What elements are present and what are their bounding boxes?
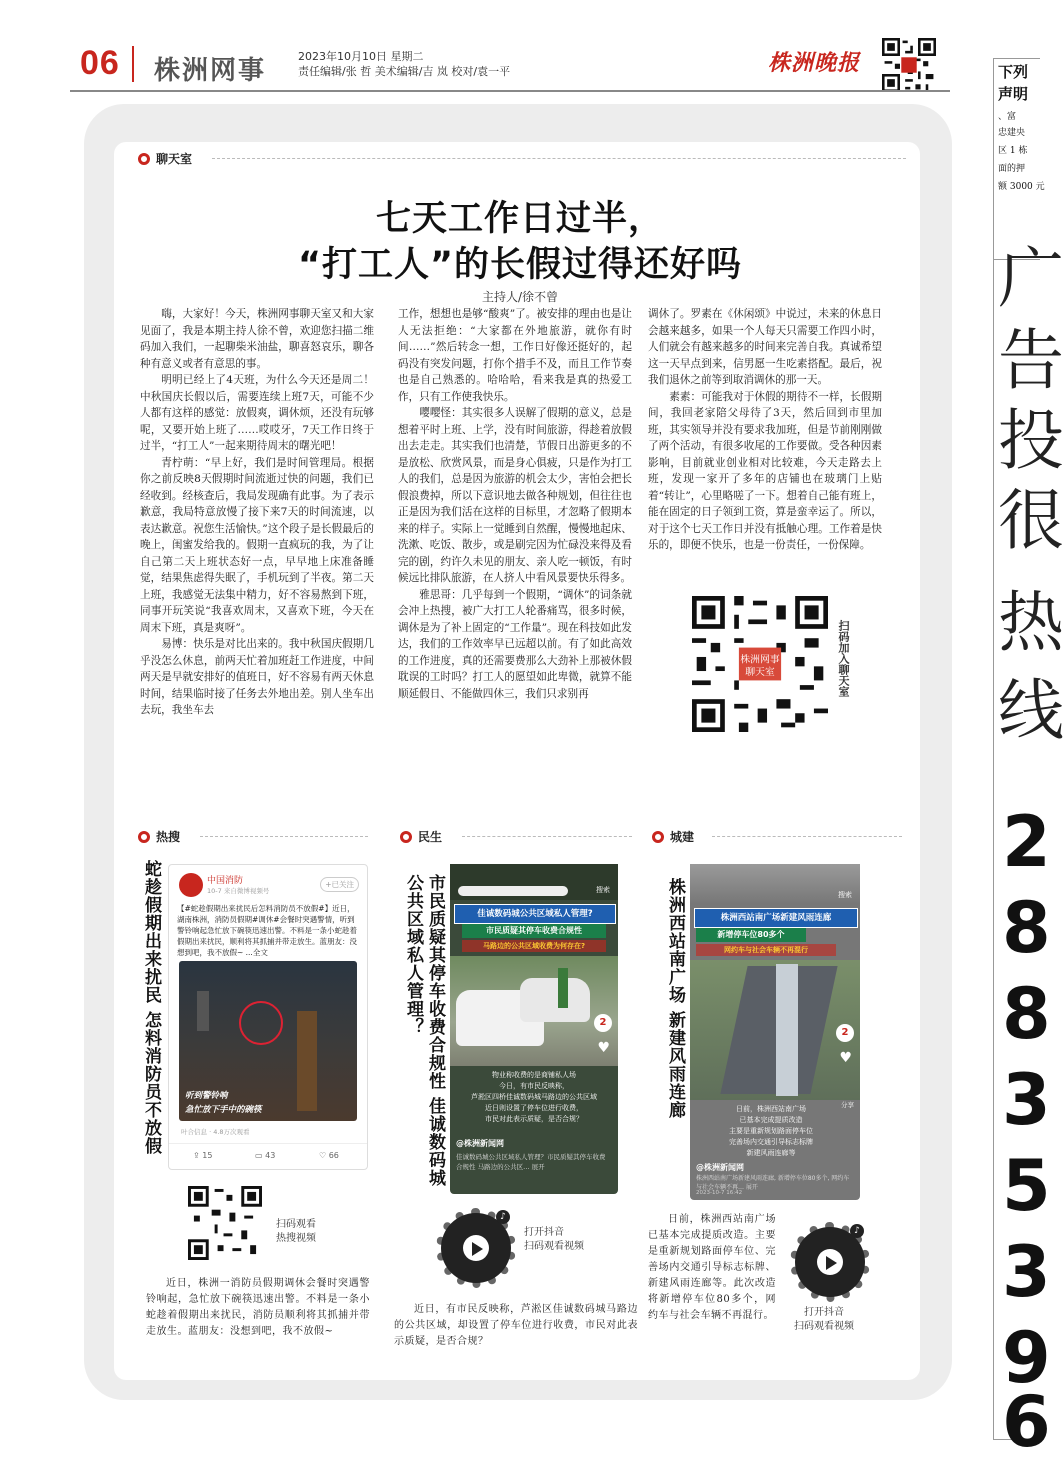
city-qr-label-1: 打开抖音 <box>804 1307 844 1318</box>
banner-1: 株洲西站南广场新建风雨连廊 <box>694 908 858 928</box>
video-description: 株洲西站南广场新建风雨连廊, 新增停车位80多个, 网约车与社会车辆不再… 展开 <box>696 1175 850 1191</box>
city-tag <box>652 828 694 845</box>
paragraph: 嗨，大家好！今天，株洲网事聊天室又和大家见面了，我是本期主持人徐不曾，欢迎您扫描二维码加入我们，一起聊柴米油盐，聊喜怒哀乐，聊各种有意义或者有意思的事。 <box>140 308 374 370</box>
rank-badge: 2 <box>594 1014 612 1032</box>
livelihood-qr-label <box>524 1226 584 1254</box>
livelihood-tag <box>400 828 442 845</box>
like-count-value: 66 <box>328 1151 339 1160</box>
chat-qr-label: 扫码加入聊天室 <box>837 620 850 697</box>
paragraph: 易博：快乐是对比出来的。我中秋国庆假期几乎没怎么休息，前两天忙着加班赶工作进度，中间两天是早就安排好的值班日，好不容易有两天休息时间，结果临时接了任务去外地出差。别人坐车出去玩，我坐车去 <box>140 638 374 716</box>
strip-line-1: 下列 <box>998 63 1029 81</box>
page-number: 06 <box>80 44 120 82</box>
chat-room-qr-code[interactable] <box>692 596 828 732</box>
strip-small-1: 、富 <box>998 112 1017 122</box>
strip-small-3: 区 1 栋 <box>998 146 1028 156</box>
paragraph: 青柠萌：“早上好，我们是时间管理局。根据你之前反映8天假期时间流逝过快的问题，我们已经收到。经核查后，我局发现确有此事。为了表示歉意，我局特意放慢了接下来7天的时间流速，以表达歉意。祝您生活愉快。”这个段子是长假最后的晚上，闺蜜发给我的。假期一直疯玩的我，为了让自己第二天上班状态好一点，早早地上床准备睡觉，结果焦虑得失眠了，手机玩到了半夜。第二天上班，我感觉无法集中精力，好不容易熬到下班，同事开玩笑说“我喜欢周末，又喜欢下班，今天在周末下班，真是爽呀”。 <box>140 456 374 634</box>
aerial-scene <box>690 960 860 1100</box>
livelihood-qr-label-1: 打开抖音 <box>524 1227 564 1238</box>
city-headline: 株洲西站南广场 新建风雨连廊 <box>665 878 685 1119</box>
overlay-line: 市民对此表示质疑，是否合规？ <box>485 1115 583 1123</box>
douyin-icon: ♪ <box>496 1210 510 1224</box>
highlight-circle <box>239 1001 283 1045</box>
overlay-line: 芦淞区四桥佳诚数码城马路边的公共区域 <box>471 1093 597 1101</box>
video-description: 佳诚数码城公共区域私人管理？市民质疑其停车收费合规性 马路边的公共区… 展开 <box>456 1153 606 1171</box>
header-meta <box>298 49 510 79</box>
editors-credit: 责任编辑/张 哲 美术编辑/吉 岚 校对/袁一平 <box>298 65 511 78</box>
play-icon <box>472 1242 483 1256</box>
livelihood-qr-label-2: 扫码观看视频 <box>524 1241 584 1252</box>
banner-2: 新增停车位80多个 <box>696 928 806 942</box>
qr-center-line-1: 株洲网事 <box>740 654 780 666</box>
hot-caption: 近日，株洲一消防员假期调休会餐时突遇警铃响起，急忙放下碗筷迅速出警。不料是一条小蛇趁着假期出来扰民，消防员顺利将其抓捕并带走放生。蓝朋友：没想到吧，我不放假~ <box>146 1278 370 1337</box>
paragraph: 雅思哥：几乎每到一个假期，“调休”的词条就会冲上热搜，被广大打工人轮番痛骂，很多时候，调休是为了补上固定的“工作量”。现在科技如此发达，我们的工作效率早已远超以前。有了如此高效的工作进度，真的还需要费那么大劲补上那被休假耽误的工时吗？打工人的愿望如此卑微，就算不能顺延假日、不能做四休三，我们只求别再 <box>398 588 632 700</box>
video-source[interactable]: @株洲新闻网 <box>456 1139 504 1148</box>
search-box[interactable] <box>458 886 568 896</box>
hot-headline: 蛇趁假期出来扰民 怎料消防员不放假 <box>141 860 161 1155</box>
header-divider <box>132 46 134 82</box>
overlay-line: 新建风雨连廊等 <box>746 1149 796 1157</box>
livelihood-caption: 近日，有市民反映称，芦淞区佳诚数码城马路边的公共区域，却设置了停车位进行收费，市民对此表示质疑，是否合规？ <box>394 1304 638 1347</box>
strip-small-5: 额 3000 元 <box>998 182 1045 192</box>
article-title <box>240 196 800 288</box>
street-scene <box>450 956 618 1066</box>
tag-divider <box>462 836 632 837</box>
issue-date: 2023年10月10日 星期二 <box>298 50 424 63</box>
adjacent-page-strip <box>993 58 1064 1463</box>
overlay-line: 日前，株洲西站南广场 <box>736 1105 806 1113</box>
avatar <box>179 873 203 897</box>
livelihood-headline: 市民质疑其停车收费合规性 佳诚数码城公共区域私人管理？ <box>403 874 445 1187</box>
tag-divider <box>200 836 368 837</box>
banner-3: 马路边的公共区域收费为何存在? <box>462 940 606 952</box>
douyin-code-livelihood[interactable] <box>436 1208 516 1288</box>
ad-char: 很 <box>998 482 1064 559</box>
banner-1: 佳诚数码城公共区域私人管理? <box>454 904 616 924</box>
ad-char: 线 <box>998 672 1064 749</box>
ad-char: 热 <box>998 584 1064 661</box>
title-line-2: “打工人”的长假过得还好吗 <box>297 245 742 285</box>
article-column-2 <box>398 306 632 702</box>
follow-button[interactable]: +已关注 <box>320 877 359 892</box>
overlay-line: 今日，有市民反映称， <box>499 1082 569 1090</box>
douyin-icon: ♪ <box>850 1224 864 1238</box>
top-bar <box>690 864 860 904</box>
douyin-screenshot-city[interactable] <box>690 864 860 1200</box>
strip-small-4: 面的押 <box>998 164 1026 174</box>
ad-char: 投 <box>998 402 1064 479</box>
banner-2: 市民质疑其停车收费合规性 <box>462 924 606 938</box>
comment-count-value: 43 <box>265 1151 276 1160</box>
tag-bullet-icon <box>652 831 664 843</box>
chat-tag <box>138 150 192 167</box>
header-qr-code <box>882 38 936 92</box>
post-account: 中国消防 <box>207 876 244 886</box>
title-line-1: 七天工作日过半， <box>375 199 664 239</box>
phone-digit: 3 <box>1002 1059 1051 1141</box>
post-source: 10-7 来自微博视频号 <box>207 887 270 895</box>
tag-bullet-icon <box>138 831 150 843</box>
hot-qr-label <box>276 1218 316 1246</box>
search-button[interactable]: 搜索 <box>596 886 610 894</box>
city-qr-label-2: 扫码观看视频 <box>794 1321 854 1332</box>
article-column-3 <box>648 306 882 554</box>
strip-small-2: 忠建央 <box>998 128 1026 138</box>
hot-qr-label-1: 扫码观看 <box>276 1219 316 1230</box>
phone-digit: 8 <box>1002 887 1051 969</box>
paragraph: 调休了。罗素在《休闲颂》中说过，未来的休息日会越来越多，如果一个人每天只需要工作四小时，人们就会有越来越多的时间来完善自我。真诚希望这一天早点到来，信男愿一生吃素搭配。最后，祝我们退休之前等到取消调休的那一天。 <box>648 308 882 386</box>
paragraph: 工作，想想也是够“酸爽”了。被安排的理由也是让人无法拒绝：“大家都在外地旅游，就你有时间……”然后转念一想，工作日好像还挺好的，起码没有突发问题，打你个措手不及，而且工作节奏也是自己熟悉的。哈哈哈，看来我是真的热爱工作，只有工作使我快乐。 <box>398 308 632 403</box>
newspaper-logo: 株洲晚报 <box>768 50 861 76</box>
section-title: 株洲网事 <box>154 56 267 86</box>
paragraph: 明明已经上了4天班，为什么今天还是周二！中秋国庆长假以后，需要连续上班7天，可能不少人都有这样的感觉：放假爽，调休烦，还没有玩够呢，又要开始上班了……哎哎牙，7天工作日终于过半，“打工人”一起来期待周末的曙光吧！ <box>140 374 374 452</box>
hot-video-qr-code[interactable] <box>188 1186 262 1260</box>
tag-divider <box>712 836 902 837</box>
video-overlay-text <box>456 1070 612 1125</box>
header-rule <box>70 90 950 92</box>
paragraph: 素素：可能我对于休假的期待不一样，长假期间，我回老家陪父母待了3天，然后回到市里加班，其实领导并没有要求我加班，但是节前刚刚做了两个活动，有很多收尾的工作要做。受各种因素影响，目前就业创业相对比较难，今天走路去上班，发现一家开了多年的店铺也在玻璃门上贴着“转让”，心里略嗟了一下。想着自己能有班上，能在固定的日子领到工资，算是蛮幸运了。所以，对于这个七天工作日并没有抵触心理。工作着是快乐的，即便不快乐，也是一份责任，一份保障。 <box>648 390 882 551</box>
banner-3: 网约车与社会车辆不再混行 <box>696 944 836 956</box>
video-overlay-text <box>696 1104 846 1159</box>
share-button[interactable]: 分享 <box>841 1101 854 1109</box>
phone-digit: 6 <box>1002 1381 1051 1463</box>
play-icon <box>826 1256 837 1270</box>
figure-shape <box>197 991 209 1031</box>
strip-line-2: 声明 <box>998 85 1029 103</box>
paragraph: 嘤嘤怪：其实很多人误解了假期的意义，总是想着平时上班、上学，没有时间旅游，得趁着放假出去走走。其实我们也清楚，节假日出游更多的不是放松、欣赏风景，而是身心俱疲，只是作为打工人的我们，总是因为旅游的机会太少，害怕会把长假浪费掉，所以下意识地去做各种规划，但往往也正是因为我们活在这样的目标里，才忽略了假期本来的样子。实际上一觉睡到自然醒，慢慢地起床、洗漱、吃饭、散步，或是刷完因为忙碌没来得及看完的剧，约许久未见的朋友、亲人吃一顿饭，有时候远比排队旅游，在人挤人中看风景要快乐得多。 <box>398 407 632 584</box>
video-views: 叶合信息 · 4.8万次观看 <box>181 1128 250 1136</box>
overlay-line: 主要是重新规划路面停车位 <box>729 1127 813 1135</box>
video-caption-1: 听到警铃响 <box>185 1091 228 1101</box>
car-shape <box>520 978 590 1022</box>
rank-badge: 2 <box>836 1024 854 1042</box>
video-time: 2023-10-7 16:42 <box>696 1190 743 1196</box>
tag-divider <box>212 158 906 159</box>
city-tag-label: 城建 <box>670 830 695 844</box>
share-count-value: 15 <box>202 1151 213 1160</box>
hot-tag <box>138 828 180 845</box>
article-column-1 <box>140 306 374 719</box>
douyin-code-city[interactable] <box>790 1222 870 1302</box>
phone-digit: 2 <box>1002 801 1051 883</box>
video-caption-2: 急忙放下手中的碗筷 <box>185 1105 262 1115</box>
person-shape <box>558 968 568 1008</box>
like-count[interactable]: ♡ 66 <box>319 1151 339 1160</box>
comment-count[interactable]: ▭ 43 <box>255 1151 276 1160</box>
search-button[interactable]: 搜索 <box>838 891 852 899</box>
city-qr-label <box>794 1306 854 1334</box>
overlay-line: 完善场内交通引导标志标牌 <box>729 1138 813 1146</box>
tree-trunk-shape <box>297 1011 317 1111</box>
hot-tag-label: 热搜 <box>156 830 181 844</box>
overlay-line: 已基本完成提质改造 <box>739 1116 803 1124</box>
overlay-line: 物业称收费的是商铺私人场 <box>492 1071 576 1079</box>
overlay-line: 近日则设置了停车位进行收费， <box>485 1104 583 1112</box>
douyin-screenshot-livelihood[interactable] <box>450 864 618 1194</box>
share-count[interactable]: ⇪ 15 <box>193 1151 213 1160</box>
post-text: 【#蛇趁假期出来扰民后怎料消防员不放假#】近日，湖南株洲，消防员假期#调休#会餐时突遇警情，听到警铃响起急忙放下碗筷迅速出警。不料是一条小蛇趁着假期出来扰民，顺利将其抓捕并带走放生。蓝朋友：没想到吧，我不放假~ ...全文 <box>177 904 357 957</box>
article-host: 主持人/徐不曾 <box>481 290 559 304</box>
livelihood-tag-label: 民生 <box>418 830 443 844</box>
phone-digit: 8 <box>1002 973 1051 1055</box>
canopy-shape <box>776 964 798 1096</box>
like-icon[interactable]: ♥ <box>839 1050 852 1066</box>
ad-char: 广 <box>998 240 1064 317</box>
phone-digit: 5 <box>1002 1145 1051 1227</box>
phone-digit: 9 <box>1002 1317 1051 1399</box>
like-icon[interactable]: ♥ <box>597 1040 610 1056</box>
chat-tag-label: 聊天室 <box>156 152 193 166</box>
ad-char: 告 <box>998 322 1064 399</box>
weibo-screenshot[interactable] <box>168 864 368 1170</box>
divider <box>169 1143 367 1144</box>
qr-center-line-2: 聊天室 <box>745 666 775 678</box>
video-source[interactable]: @株洲新闻网 <box>696 1163 744 1172</box>
city-caption: 日前，株洲西站南广场已基本完成提质改造。主要是重新规划路面停车位、完善场内交通引导标志标牌、新建风雨连廊等。此次改造将新增停车位80多个，网约车与社会车辆不再混行。 <box>648 1214 776 1321</box>
hot-qr-label-2: 热搜视频 <box>276 1233 316 1244</box>
phone-digit: 3 <box>1002 1231 1051 1313</box>
tag-bullet-icon <box>400 831 412 843</box>
tag-bullet-icon <box>138 153 150 165</box>
video-thumbnail[interactable] <box>179 961 357 1121</box>
